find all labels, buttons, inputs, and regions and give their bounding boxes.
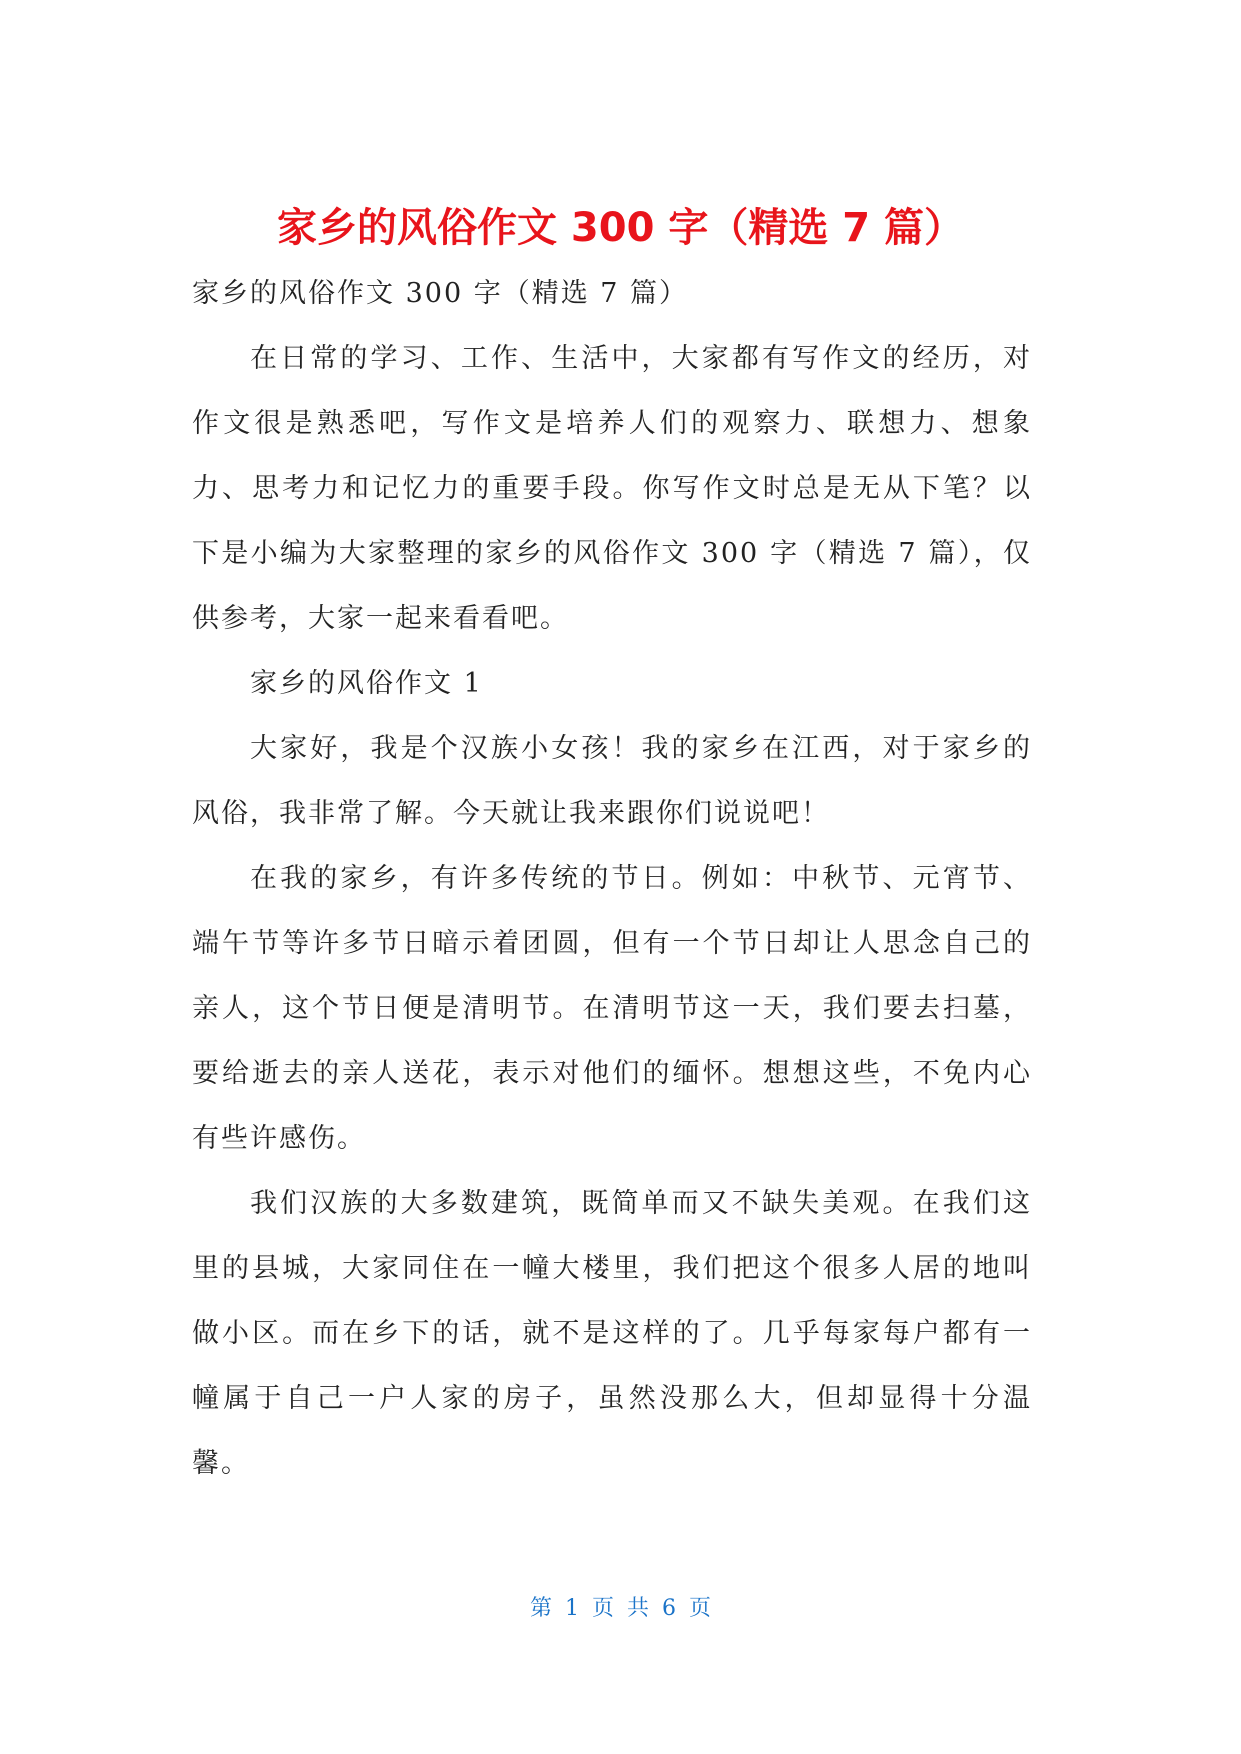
section-heading: 家乡的风俗作文 1 [250, 668, 483, 699]
page-number-footer: 第 1 页 共 6 页 [530, 1596, 711, 1621]
document-subtitle: 家乡的风俗作文 300 字（精选 7 篇） [192, 278, 689, 309]
intro-paragraph: 在日常的学习、工作、生活中，大家都有写作文的经历，对作文很是熟悉吧，写作文是培养人们的观察力、联想力、想象力、思考力和记忆力的重要手段。你写作文时总是无从下笔？以下是小编为大家整理的家乡的风俗作文 300 字（精选 7 篇），仅供参考，大家一起来看看吧。 [192, 343, 1032, 634]
body-paragraph: 大家好，我是个汉族小女孩！我的家乡在江西，对于家乡的风俗，我非常了解。今天就让我来跟你们说说吧！ [192, 733, 1032, 829]
document-title: 家乡的风俗作文 300 字（精选 7 篇） [276, 205, 965, 251]
body-paragraph: 在我的家乡，有许多传统的节日。例如：中秋节、元宵节、端午节等许多节日暗示着团圆，但有一个节日却让人思念自己的亲人，这个节日便是清明节。在清明节这一天，我们要去扫墓，要给逝去的亲人送花，表示对他们的缅怀。想想这些，不免内心有些许感伤。 [192, 863, 1032, 1154]
body-paragraph: 我们汉族的大多数建筑，既简单而又不缺失美观。在我们这里的县城，大家同住在一幢大楼里，我们把这个很多人居的地叫做小区。而在乡下的话，就不是这样的了。几乎每家每户都有一幢属于自己一户人家的房子，虽然没那么大，但却显得十分温馨。 [192, 1188, 1032, 1479]
document-body [192, 261, 1032, 1496]
